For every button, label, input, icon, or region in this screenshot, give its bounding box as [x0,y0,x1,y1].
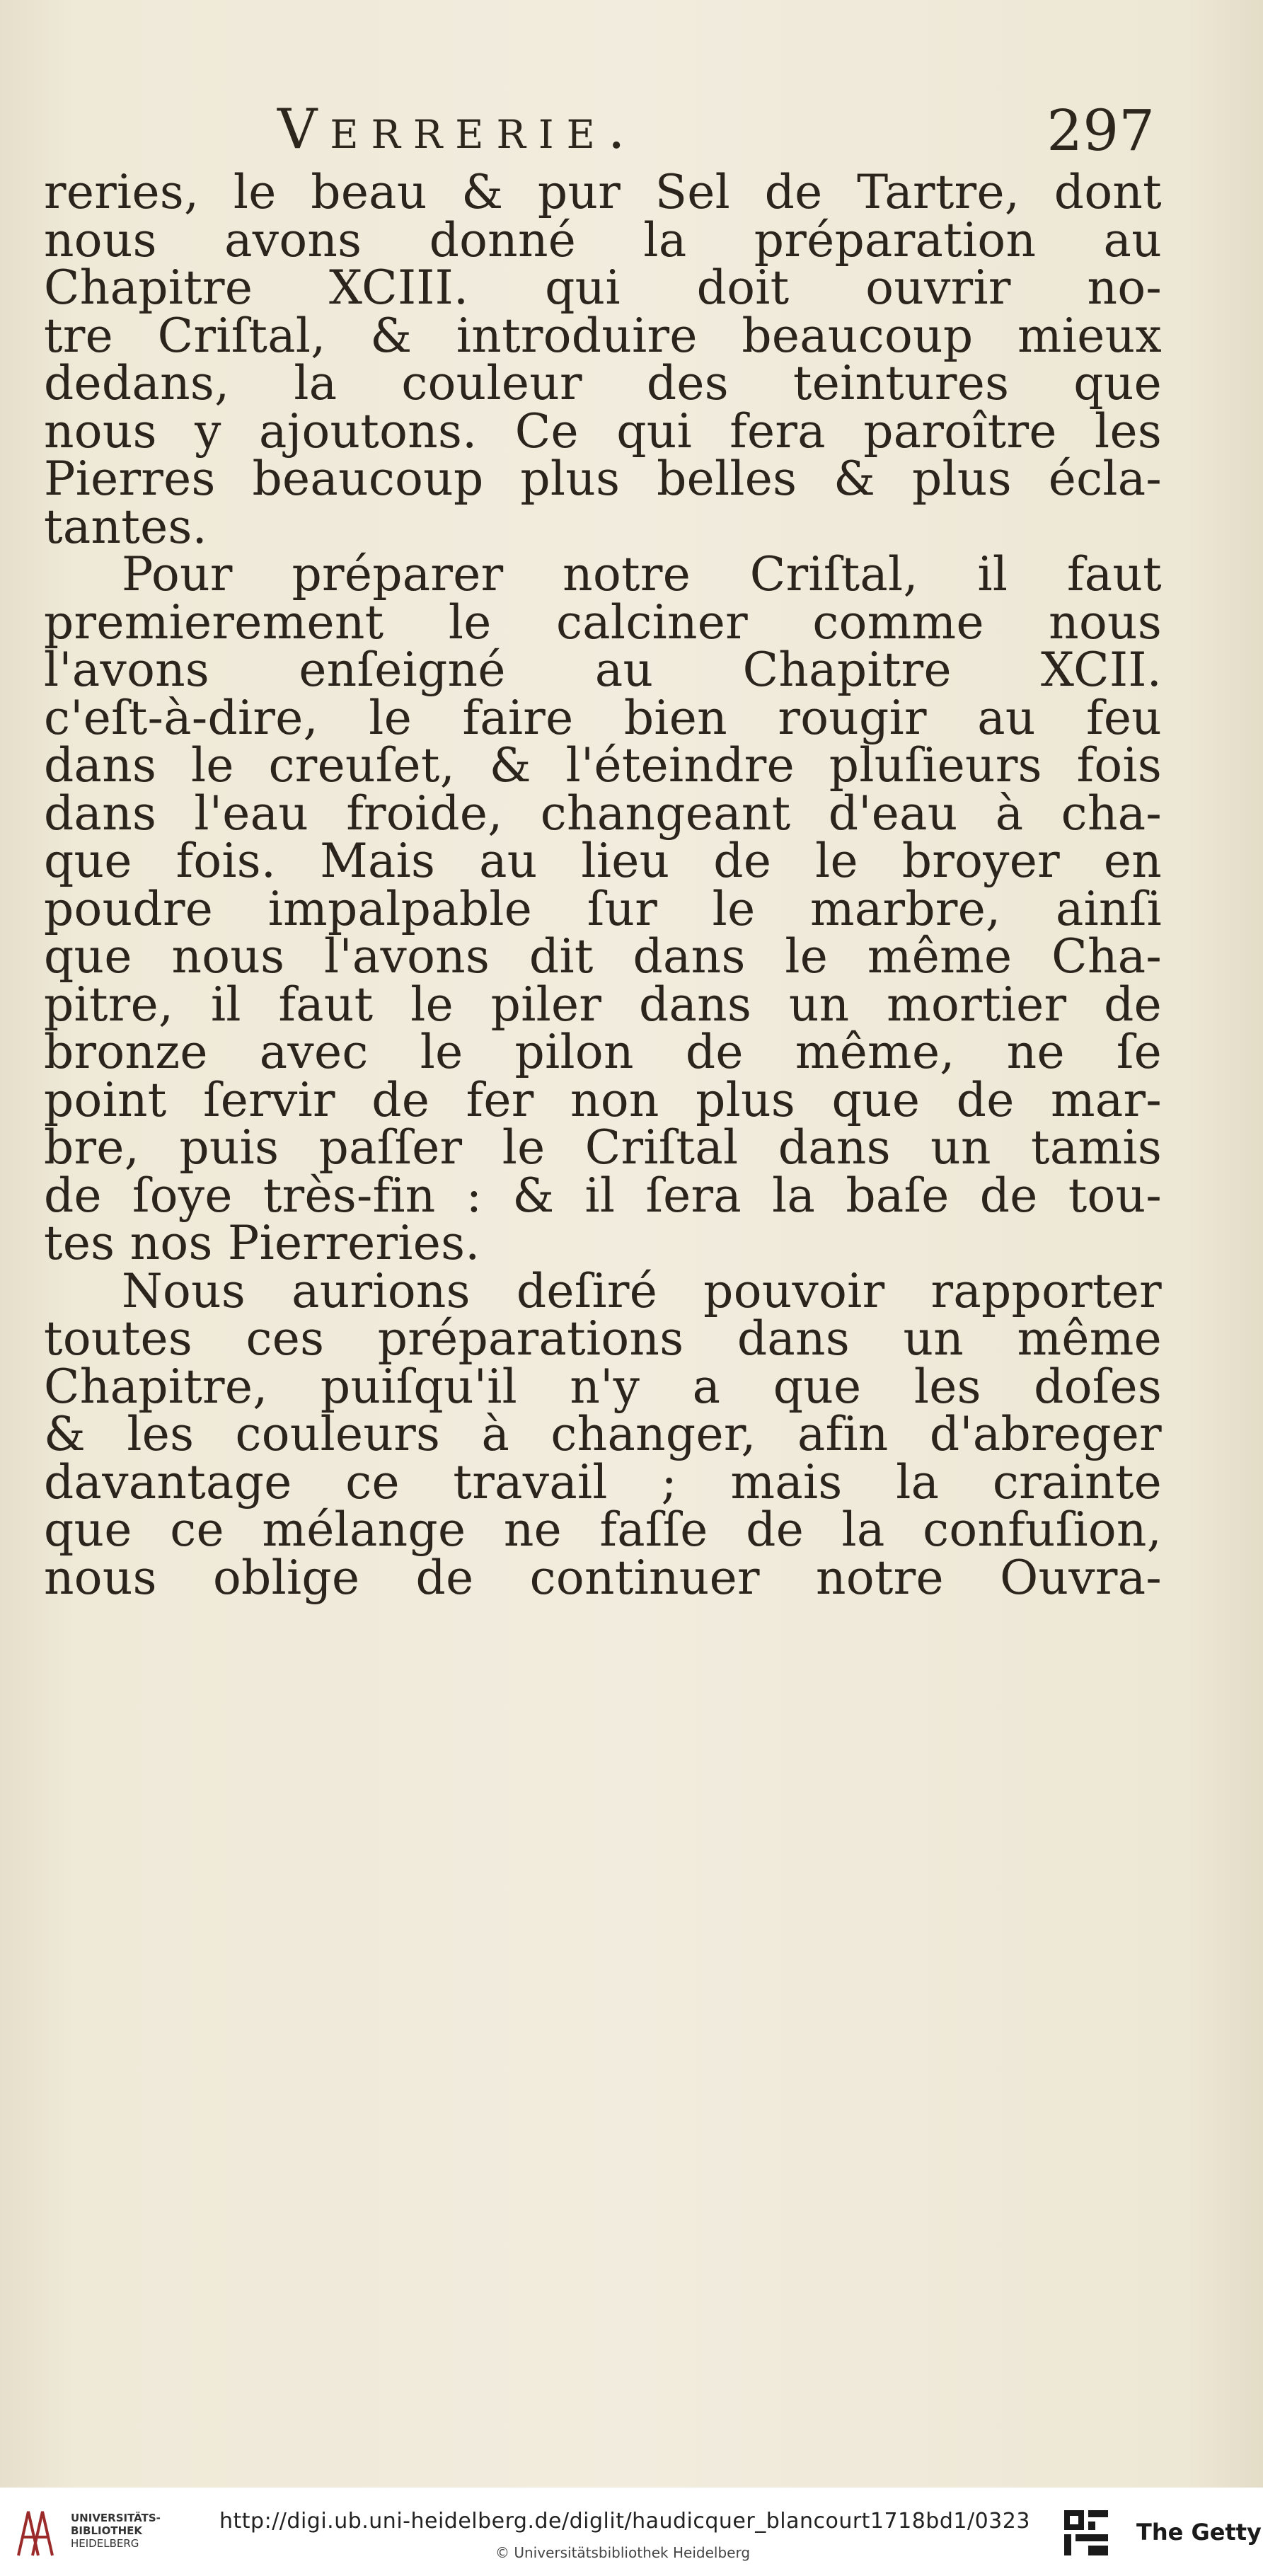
permalink[interactable]: http://digi.ub.uni-heidelberg.de/diglit/haudicquer_blancourt1718bd1/0323 [219,2509,1030,2534]
text-line: toutes ces préparations dans un même [44,1311,1162,1366]
text-line: dedans, la couleur des teintures que [44,356,1162,410]
institution-line-1: UNIVERSITÄTS- [71,2512,161,2524]
text-line: & les couleurs à changer, afin d'abreger [44,1407,1162,1461]
text-line: dans l'eau froide, changeant d'eau à cha- [44,786,1162,841]
heidelberg-library-logo-icon [13,2506,62,2558]
text-line: Chapitre XCIII. qui doit ouvrir no- [44,260,1162,315]
getty-logo-icon [1061,2507,1111,2558]
text-line: que nous l'avons dit dans le même Cha- [44,929,1162,984]
text-line: premierement le calciner comme nous [44,594,1162,650]
text-line: pitre, il faut le piler dans un mortier de [44,977,1162,1032]
text-line: poudre impalpable ſur le marbre, ainſi [44,881,1162,936]
text-line: nous oblige de continuer notre Ouvra- [44,1550,1162,1605]
institution-name [71,2512,184,2550]
institution-line-3: HEIDELBERG [71,2537,139,2550]
partner-name: The Getty [1136,2519,1262,2546]
text-line: Pour préparer notre Criſtal, il faut [122,547,1162,602]
institution-line-2: BIBLIOTHEK [71,2524,142,2537]
text-line: point ſervir de fer non plus que de mar- [44,1072,1162,1127]
text-line: l'avons enſeigné au Chapitre XCII. [44,643,1162,697]
text-line: que ce mélange ne faſſe de la confuſion, [44,1502,1162,1557]
text-line: tantes. [44,499,207,554]
text-line: reries, le beau & pur Sel de Tartre, dont [44,165,1162,219]
text-line: Chapitre, puiſqu'il n'y a que les doſes [44,1359,1162,1414]
body-text [44,165,1162,1605]
text-line: bronze avec le pilon de même, ne ſe [44,1025,1162,1079]
text-line: tes nos Pierreries. [44,1216,480,1270]
text-line: que fois. Mais au lieu de le broyer en [44,834,1162,888]
text-line: tre Criſtal, & introduire beaucoup mieux [44,308,1162,363]
text-line: Pierres beaucoup plus belles & plus écla- [44,452,1162,506]
text-line: nous y ajoutons. Ce qui fera paroître les [44,403,1162,459]
text-line: de ſoye très-fin : & il ſera la baſe de tou- [44,1168,1162,1223]
copyright-notice: © Universitätsbibliothek Heidelberg [495,2544,751,2561]
text-line: nous avons donné la préparation au [44,212,1162,268]
viewer-footer [0,2488,1263,2576]
running-title: Verrerie. [277,98,638,161]
text-line: davantage ce travail ; mais la crainte [44,1454,1162,1510]
page-number: 297 [1046,98,1155,163]
text-line: c'eſt-à-dire, le faire bien rougir au feu [44,690,1162,745]
text-line: bre, puis paſſer le Criſtal dans un tamis [44,1120,1162,1175]
text-line: Nous aurions deſiré pouvoir rapporter [122,1263,1162,1318]
text-line: dans le creuſet, & l'éteindre pluſieurs fois [44,738,1162,793]
running-head [277,98,1155,176]
